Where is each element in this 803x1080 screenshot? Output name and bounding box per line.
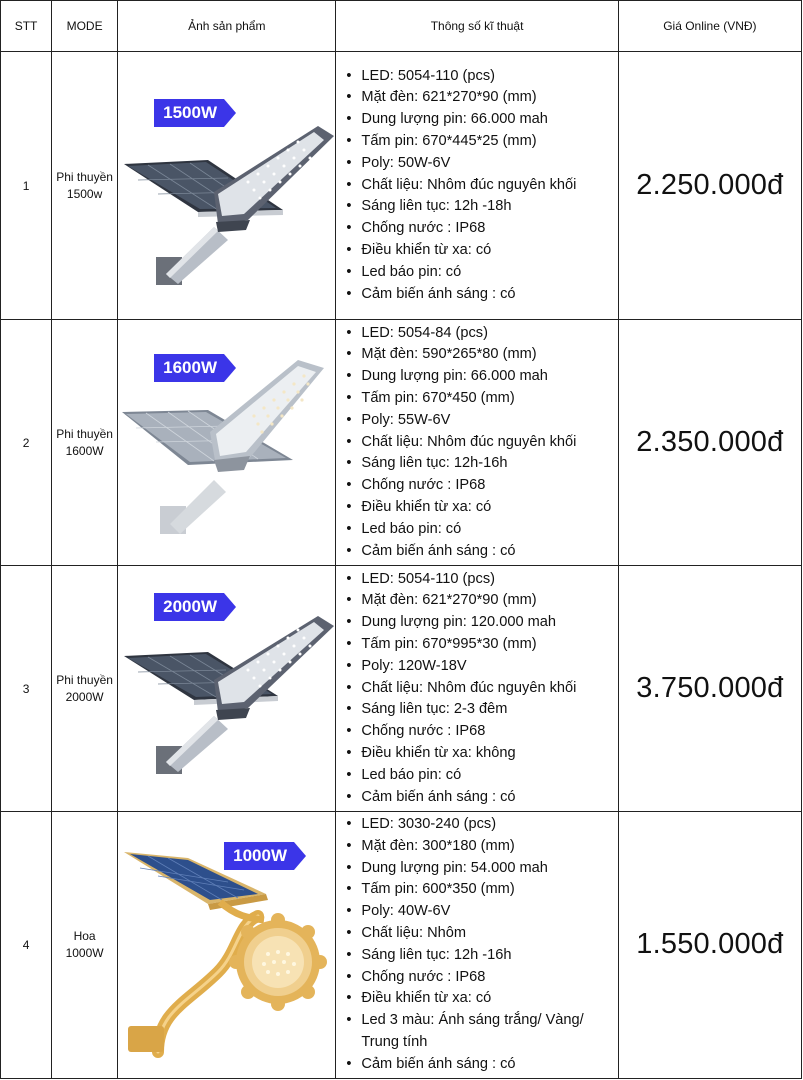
spec-item: • Led báo pin: có	[346, 262, 613, 284]
spec-item: • Dung lượng pin: 66.000 mah	[346, 366, 613, 388]
spec-item: • Chất liệu: Nhôm đúc nguyên khối	[346, 678, 613, 700]
spec-item: • Chống nước : IP68	[346, 475, 613, 497]
product-image-cell	[118, 52, 336, 320]
row-mode: Hoa 1000W	[52, 812, 118, 1079]
header-specs: Thông số kĩ thuật	[336, 1, 618, 52]
header-mode: MODE	[52, 1, 118, 52]
table-row	[1, 320, 802, 566]
spec-item: • LED: 5054-84 (pcs)	[346, 323, 613, 345]
price: 1.550.000đ	[618, 812, 801, 1079]
row-stt: 2	[1, 320, 52, 566]
spec-item: • Dung lượng pin: 54.000 mah	[346, 858, 613, 880]
spec-item: • LED: 5054-110 (pcs)	[346, 66, 613, 88]
price: 2.250.000đ	[618, 52, 801, 320]
spec-item: • Mặt đèn: 621*270*90 (mm)	[346, 87, 613, 109]
table-row	[1, 52, 802, 320]
header-image: Ảnh sản phẩm	[118, 1, 336, 52]
specs-cell	[336, 52, 618, 320]
spec-item: • Poly: 50W-6V	[346, 153, 613, 175]
spec-item: • Poly: 120W-18V	[346, 656, 613, 678]
product-image-cell	[118, 320, 336, 566]
row-stt: 3	[1, 566, 52, 812]
product-image-cell	[118, 566, 336, 812]
spec-item: • Sáng liên tục: 12h -16h	[346, 945, 613, 967]
spec-item: • Led báo pin: có	[346, 765, 613, 787]
spec-item: • Mặt đèn: 590*265*80 (mm)	[346, 344, 613, 366]
spec-item: • Cảm biến ánh sáng : có	[346, 284, 613, 306]
specs-cell	[336, 566, 618, 812]
table-row	[1, 566, 802, 812]
spec-item: • Chất liệu: Nhôm	[346, 923, 613, 945]
spec-item: • Điều khiển từ xa: có	[346, 497, 613, 519]
price: 2.350.000đ	[618, 320, 801, 566]
specs-cell	[336, 320, 618, 566]
spec-item: • Tấm pin: 670*450 (mm)	[346, 388, 613, 410]
spec-item: • Sáng liên tục: 12h-16h	[346, 453, 613, 475]
spec-item: • Led báo pin: có	[346, 519, 613, 541]
header-row	[1, 1, 802, 52]
header-stt: STT	[1, 1, 52, 52]
row-stt: 4	[1, 812, 52, 1079]
wattage-badge: 1500W	[154, 99, 236, 127]
price: 3.750.000đ	[618, 566, 801, 812]
spec-item: • Cảm biến ánh sáng : có	[346, 1054, 613, 1076]
spec-item: • Cảm biến ánh sáng : có	[346, 541, 613, 563]
spec-item: • Sáng liên tục: 2-3 đêm	[346, 699, 613, 721]
specs-list	[346, 569, 613, 809]
row-mode: Phi thuyền 1500w	[52, 52, 118, 320]
spec-item: • Điều khiển từ xa: không	[346, 743, 613, 765]
table-row	[1, 812, 802, 1079]
wattage-badge: 1000W	[224, 842, 306, 870]
spec-item: • Chống nước : IP68	[346, 218, 613, 240]
spec-item: • Mặt đèn: 300*180 (mm)	[346, 836, 613, 858]
spec-item: • Mặt đèn: 621*270*90 (mm)	[346, 590, 613, 612]
header-price: Giá Online (VNĐ)	[618, 1, 801, 52]
spec-item: • Tấm pin: 600*350 (mm)	[346, 879, 613, 901]
spec-item: • Sáng liên tục: 12h -18h	[346, 196, 613, 218]
spec-item: • Chống nước : IP68	[346, 721, 613, 743]
spec-item: • LED: 3030-240 (pcs)	[346, 814, 613, 836]
row-stt: 1	[1, 52, 52, 320]
row-mode: Phi thuyền 1600W	[52, 320, 118, 566]
spec-item: • Tấm pin: 670*445*25 (mm)	[346, 131, 613, 153]
spec-item: • Poly: 55W-6V	[346, 410, 613, 432]
product-image-cell	[118, 812, 336, 1079]
wattage-badge: 2000W	[154, 593, 236, 621]
spec-item: • Tấm pin: 670*995*30 (mm)	[346, 634, 613, 656]
street-lamp-1500w-image	[118, 52, 336, 320]
wattage-badge: 1600W	[154, 354, 236, 382]
spec-item: • Điều khiển từ xa: có	[346, 988, 613, 1010]
specs-cell	[336, 812, 618, 1079]
spec-item: • Chống nước : IP68	[346, 967, 613, 989]
spec-item: • Led 3 màu: Ánh sáng trắng/ Vàng/ Trung tính	[346, 1010, 613, 1054]
specs-list	[346, 814, 613, 1076]
spec-item: • Chất liệu: Nhôm đúc nguyên khối	[346, 432, 613, 454]
specs-list	[346, 66, 613, 306]
spec-item: • Poly: 40W-6V	[346, 901, 613, 923]
spec-item: • Dung lượng pin: 120.000 mah	[346, 612, 613, 634]
spec-item: • LED: 5054-110 (pcs)	[346, 569, 613, 591]
row-mode: Phi thuyền 2000W	[52, 566, 118, 812]
specs-list	[346, 323, 613, 563]
spec-item: • Dung lượng pin: 66.000 mah	[346, 109, 613, 131]
spec-item: • Điều khiển từ xa: có	[346, 240, 613, 262]
spec-item: • Chất liệu: Nhôm đúc nguyên khối	[346, 175, 613, 197]
spec-item: • Cảm biến ánh sáng : có	[346, 787, 613, 809]
